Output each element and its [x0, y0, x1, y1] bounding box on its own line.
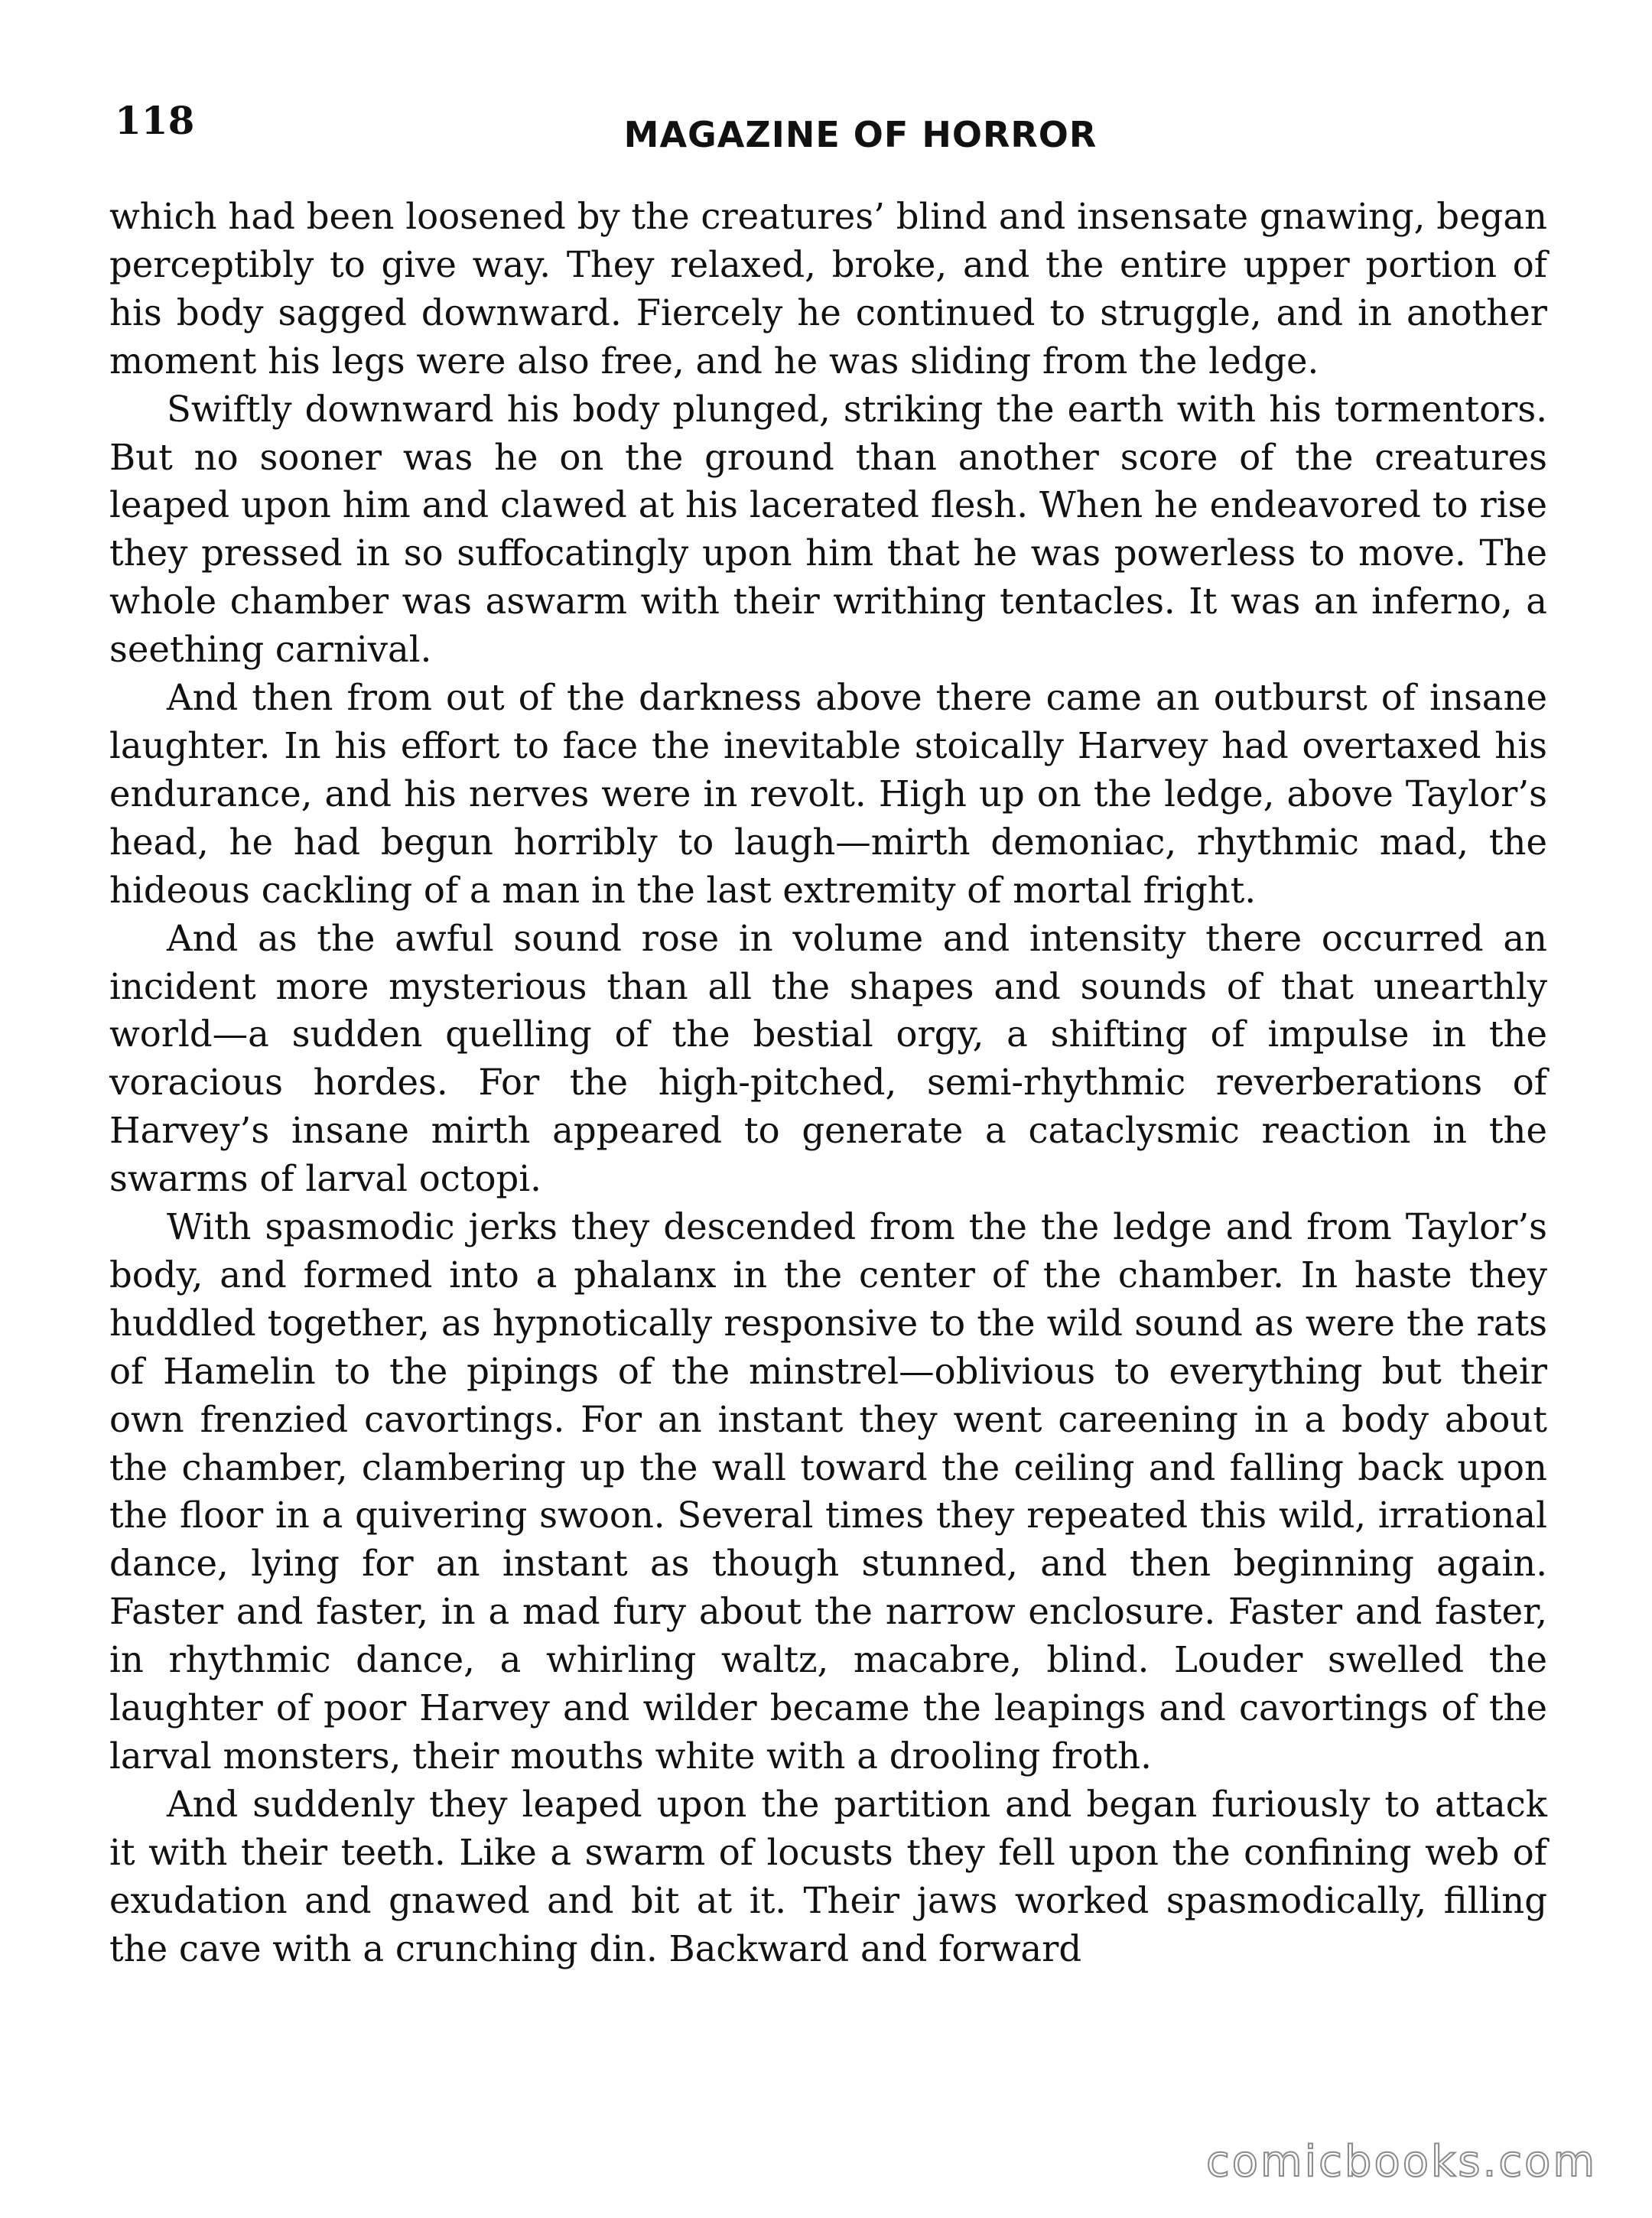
paragraph: And suddenly they leaped upon the partition and began furiously to attack it with their teeth. Like a swarm of locusts they fell upon the confining web of exudation and gnawed and bit at it. Their jaws worked spasmodically, filling the cave with a crunching din. Backward and forward: [109, 1783, 1547, 1969]
running-title: MAGAZINE OF HORROR: [623, 114, 1098, 155]
paragraph: Swiftly downward his body plunged, striking the earth with his tormentors. But no sooner was he on the ground than another score of the creatures leaped upon him and clawed at his lacerated flesh. When he endeavored to rise they pressed in so suffocatingly upon him that he was powerless to move. The whole chamber was aswarm with their writhing tentacles. It was an inferno, a seething carnival.: [109, 388, 1547, 671]
paragraph: And as the awful sound rose in volume and intensity there occurred an incident more mysterious than all the shapes and sounds of that unearthly world—a sudden quelling of the bestial orgy, a shifting of impulse in the voracious hordes. For the high-pitched, semi-rhythmic reverberations of Harvey’s insane mirth appeared to generate a cataclysmic reaction in the swarms of larval octopi.: [109, 917, 1547, 1200]
body-text: [109, 193, 1547, 1973]
paragraph: And then from out of the darkness above there came an outburst of insane laughter. In his effort to face the inevitable stoically Harvey had overtaxed his endurance, and his nerves were in revolt. High up on the ledge, above Taylor’s head, he had begun horribly to laugh—mirth demoniac, rhythmic mad, the hideous cackling of a man in the last extremity of mortal fright.: [109, 677, 1547, 911]
paragraph: which had been loosened by the creatures’ blind and insensate gnawing, began perceptibly to give way. They relaxed, broke, and the entire upper portion of his body sagged downward. Fiercely he continued to struggle, and in another moment his legs were also free, and he was sliding from the ledge.: [109, 196, 1547, 382]
paragraph: With spasmodic jerks they descended from the the ledge and from Taylor’s body, and formed into a phalanx in the center of the chamber. In haste they huddled together, as hypnotically responsive to the wild sound as were the rats of Hamelin to the pipings of the minstrel—oblivious to everything but their own frenzied cavortings. For an instant they went careening in a body about the chamber, clambering up the wall toward the ceiling and falling back upon the floor in a quivering swoon. Several times they repeated this wild, irrational dance, lying for an instant as though stunned, and then beginning again. Faster and faster, in a mad fury about the narrow enclosure. Faster and faster, in rhythmic dance, a whirling waltz, macabre, blind. Louder swelled the laughter of poor Harvey and wilder became the leapings and cavortings of the larval monsters, their mouths white with a drooling froth.: [109, 1206, 1547, 1777]
page-number: 118: [115, 98, 195, 143]
watermark: comicbooks.com: [1205, 2137, 1597, 2187]
